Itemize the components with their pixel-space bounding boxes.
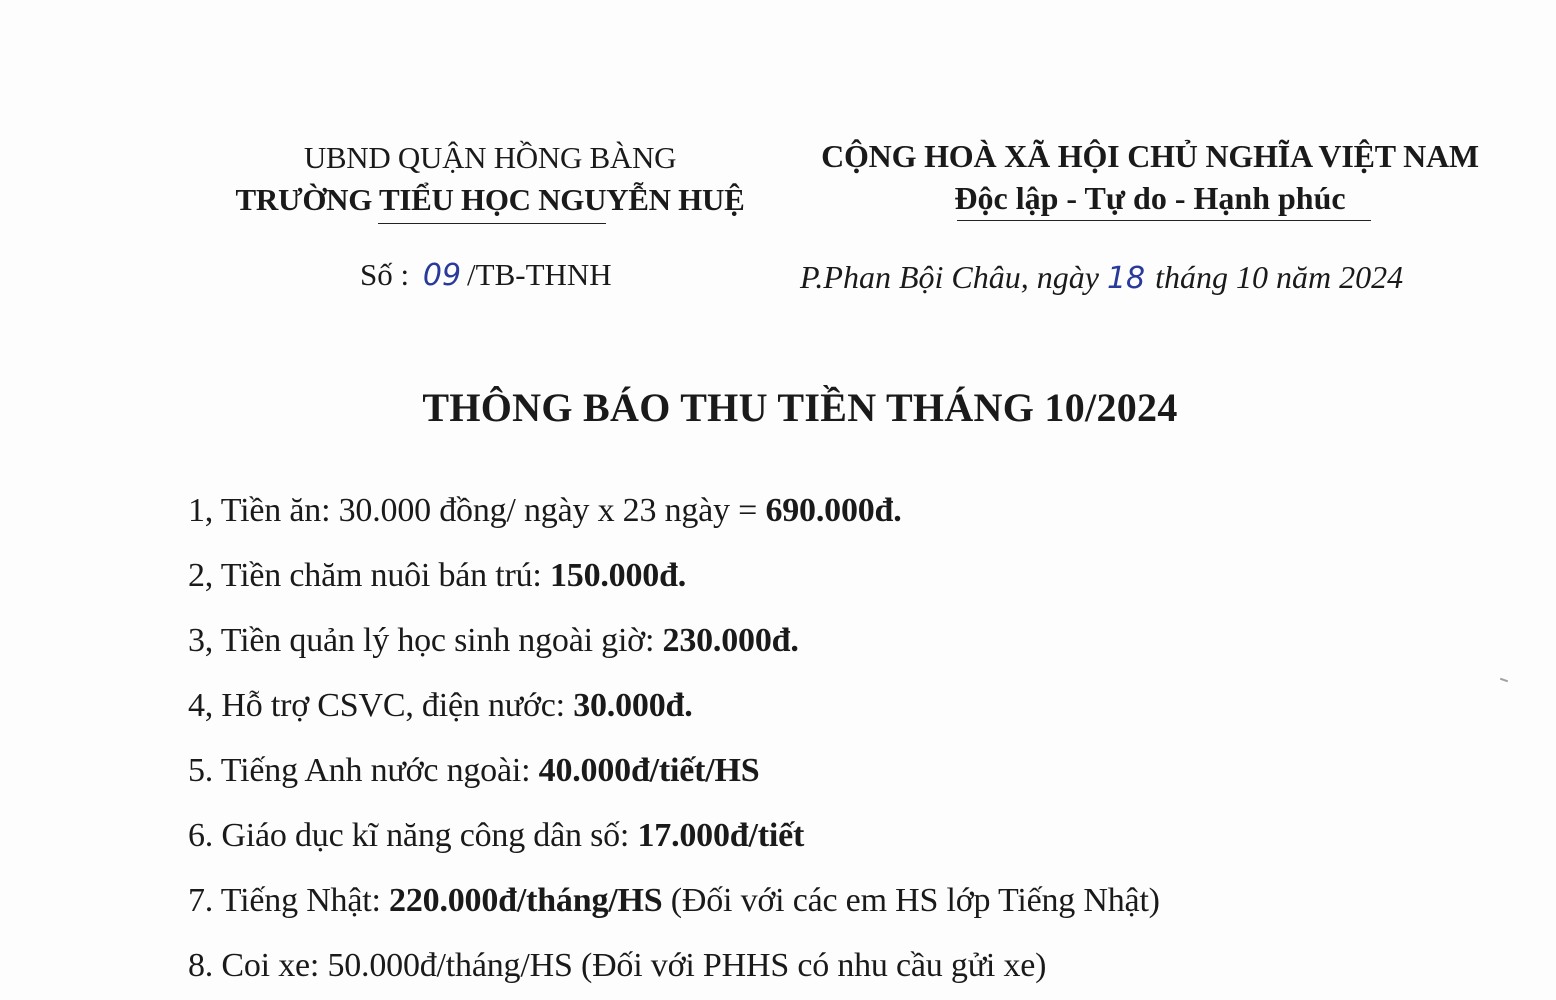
fee-item [188,803,1488,868]
fee-item-text: 5. Tiếng Anh nước ngoài: [188,752,539,789]
authority-name: UBND QUẬN HỒNG BÀNG [303,140,677,175]
issuer-block [200,136,780,220]
fee-item-amount: 690.000đ. [765,492,902,529]
fee-item [188,478,1488,543]
fee-item-text: 1, Tiền ăn: 30.000 đồng/ ngày x 23 ngày = [188,492,766,529]
fee-item-note: (Đối với các em HS lớp Tiếng Nhật) [662,882,1160,919]
fee-item-text: 2, Tiền chăm nuôi bán trú: [188,557,550,594]
document-number [360,252,612,299]
fee-list [188,478,1488,998]
national-motto: Độc lập - Tự do - Hạnh phúc [954,180,1346,216]
fee-item-amount: 17.000đ/tiết [637,817,805,854]
fee-item-amount: 30.000đ. [573,687,693,724]
national-heading [790,134,1510,218]
fee-item-text: 4, Hỗ trợ CSVC, điện nước: [188,687,574,724]
scan-speck [1500,678,1508,683]
fee-item [188,608,1488,673]
issuer-underline [378,223,606,224]
document-title: THÔNG BÁO THU TIỀN THÁNG 10/2024 [422,385,1178,430]
fee-item [188,543,1488,608]
fee-item-text: 3, Tiền quản lý học sinh ngoài giờ: [188,622,663,659]
fee-item-amount: 230.000đ. [662,622,799,659]
fee-item-amount: 150.000đ. [549,557,687,594]
fee-item-amount: 40.000đ/tiết/HS [538,752,760,789]
school-name: TRƯỜNG TIỂU HỌC NGUYỄN HUỆ [235,182,745,217]
date-prefix: P.Phan Bội Châu, ngày [800,259,1099,295]
nation-name: CỘNG HOÀ XÃ HỘI CHỦ NGHĨA VIỆT NAM [821,138,1479,174]
fee-item [188,738,1488,803]
fee-item [188,933,1488,998]
fee-item [188,673,1488,738]
date-suffix: tháng 10 năm 2024 [1155,259,1404,295]
document-number-prefix: Số : [360,257,410,292]
fee-item-text: 6. Giáo dục kĩ năng công dân số: [188,817,638,854]
document-number-suffix: /TB-THNH [467,257,612,292]
motto-underline [957,220,1371,221]
fee-item-amount: 220.000đ/tháng/HS [389,882,663,919]
document-number-handwritten: 09 [422,258,462,293]
fee-item [188,868,1488,933]
document-date [800,254,1403,302]
fee-item-text: 8. Coi xe: 50.000đ/tháng/HS (Đối với PHHS có nhu cầu gửi xe) [188,947,1047,984]
fee-item-text: 7. Tiếng Nhật: [188,882,390,919]
date-day-handwritten: 18 [1106,261,1146,296]
